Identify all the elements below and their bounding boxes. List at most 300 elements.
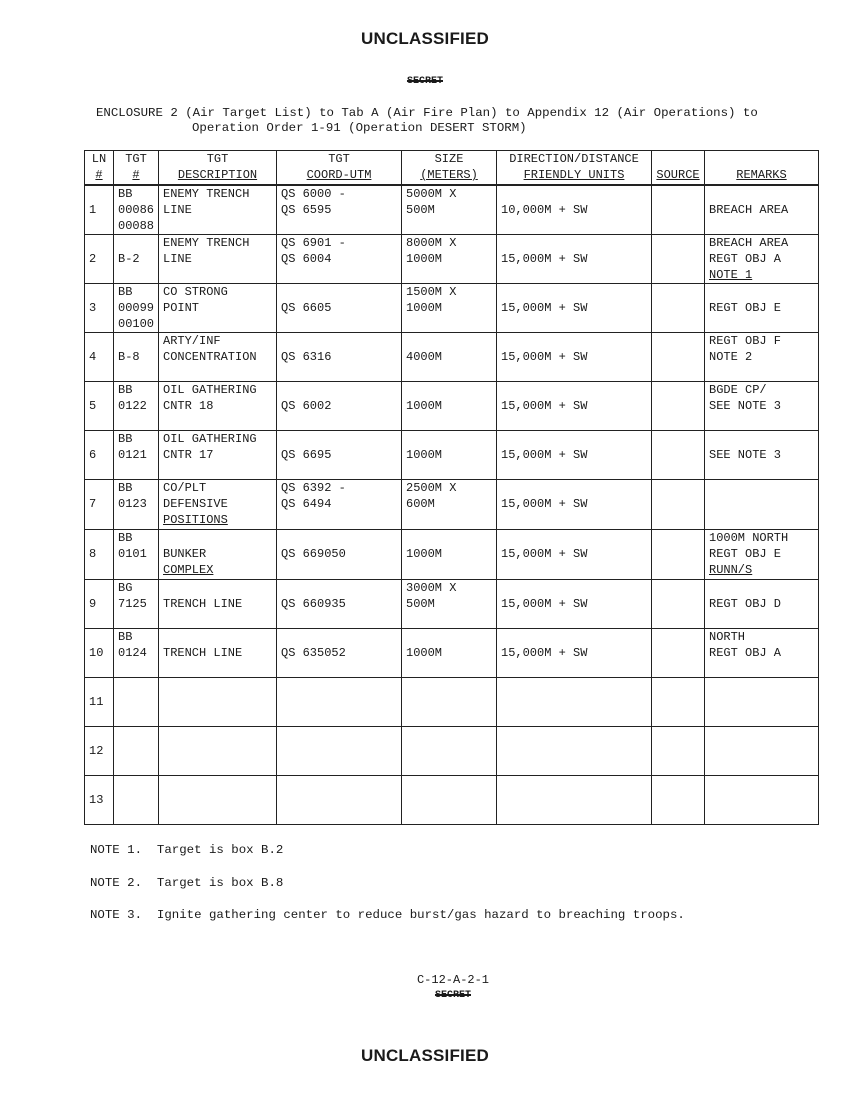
cell-line <box>501 661 651 677</box>
cell-description <box>159 529 277 579</box>
cell-remarks <box>705 479 819 529</box>
cell-line <box>501 629 651 645</box>
cell-size <box>402 726 497 775</box>
cell-remarks <box>705 430 819 479</box>
cell-line <box>406 727 496 743</box>
cell-line <box>163 743 276 759</box>
cell-line <box>501 530 651 546</box>
cell-line <box>163 727 276 743</box>
cell-line <box>163 463 276 479</box>
cell-line <box>501 267 651 283</box>
cell-size <box>402 430 497 479</box>
note-1: NOTE 1. Target is box B.2 <box>90 843 284 857</box>
cell-size <box>402 332 497 381</box>
cell-line <box>118 414 158 430</box>
cell-line: BREACH AREA <box>709 235 789 250</box>
cell-source <box>652 332 705 381</box>
cell-description <box>159 628 277 677</box>
cell-line <box>501 235 651 251</box>
cell-line <box>709 808 818 824</box>
cell-size <box>402 529 497 579</box>
cell-direction-distance <box>497 234 652 283</box>
cell-line <box>281 808 401 824</box>
cell-line <box>281 316 401 332</box>
cell-line: 1000M NORTH <box>709 530 789 545</box>
cell-line <box>709 694 818 710</box>
cell-description <box>159 775 277 824</box>
cell-ln <box>85 479 114 529</box>
cell-line: BB <box>118 480 133 495</box>
cell-line: 00086 <box>118 202 155 217</box>
cell-tgt-number <box>114 283 159 332</box>
cell-line: 3 <box>89 300 97 315</box>
cell-tgt-number <box>114 529 159 579</box>
cell-line: NORTH <box>709 629 746 644</box>
cell-ln <box>85 579 114 628</box>
cell-line <box>163 316 276 332</box>
cell-line <box>163 218 276 234</box>
table-row <box>85 775 819 824</box>
cell-line <box>656 398 704 414</box>
cell-line: 10,000M + SW <box>501 202 588 217</box>
cell-remarks <box>705 775 819 824</box>
cell-line: POINT <box>163 300 200 315</box>
cell-line: LINE <box>163 202 192 217</box>
cell-line <box>709 743 818 759</box>
cell-line <box>656 251 704 267</box>
cell-line: CO/PLT <box>163 480 207 495</box>
header-tgt-description: TGT DESCRIPTION <box>159 151 277 185</box>
cell-coord-utm <box>277 283 402 332</box>
cell-line <box>118 678 158 694</box>
cell-line <box>163 792 276 808</box>
cell-line <box>163 530 276 546</box>
cell-coord-utm <box>277 234 402 283</box>
struck-secret-marking-top: SECRET <box>406 76 443 87</box>
cell-remarks <box>705 579 819 628</box>
cell-direction-distance <box>497 283 652 332</box>
cell-line <box>501 414 651 430</box>
cell-line <box>281 710 401 726</box>
cell-line <box>281 463 401 479</box>
cell-line <box>709 218 818 234</box>
cell-remarks <box>705 628 819 677</box>
cell-line: OIL GATHERING <box>163 431 257 446</box>
cell-ln <box>85 234 114 283</box>
cell-line <box>501 365 651 381</box>
cell-line <box>163 694 276 710</box>
cell-source <box>652 579 705 628</box>
cell-line: 10 <box>89 645 104 660</box>
cell-line: 15,000M + SW <box>501 349 588 364</box>
cell-line: COMPLEX <box>163 562 214 577</box>
table-row <box>85 430 819 479</box>
cell-line <box>709 496 818 512</box>
cell-line: 12 <box>89 743 104 758</box>
cell-line: 6 <box>89 447 97 462</box>
cell-line <box>656 694 704 710</box>
cell-line: 2500M X <box>406 480 457 495</box>
table-row <box>85 332 819 381</box>
cell-line <box>406 431 496 447</box>
cell-line <box>163 710 276 726</box>
enclosure-title <box>96 106 836 136</box>
table-row <box>85 381 819 430</box>
cell-line <box>406 678 496 694</box>
cell-ln <box>85 381 114 430</box>
cell-line <box>501 743 651 759</box>
cell-size <box>402 775 497 824</box>
cell-line: ENEMY TRENCH <box>163 235 250 250</box>
cell-line <box>501 463 651 479</box>
cell-line: B-2 <box>118 251 140 266</box>
cell-line: REGT OBJ A <box>709 251 782 266</box>
cell-line: CO STRONG <box>163 284 228 299</box>
cell-line <box>118 710 158 726</box>
cell-coord-utm <box>277 479 402 529</box>
cell-line <box>501 710 651 726</box>
cell-line <box>163 629 276 645</box>
cell-line <box>406 267 496 283</box>
cell-description <box>159 430 277 479</box>
cell-line: RUNN/S <box>709 562 753 577</box>
cell-coord-utm <box>277 381 402 430</box>
header-source: SOURCE <box>652 151 705 185</box>
cell-description <box>159 185 277 235</box>
table-row <box>85 529 819 579</box>
cell-line: ENEMY TRENCH <box>163 186 250 201</box>
cell-line: 00099 <box>118 300 155 315</box>
cell-line: 15,000M + SW <box>501 251 588 266</box>
cell-direction-distance <box>497 332 652 381</box>
cell-line <box>118 235 158 251</box>
cell-source <box>652 234 705 283</box>
cell-line <box>163 414 276 430</box>
air-target-table <box>84 150 819 825</box>
cell-size <box>402 283 497 332</box>
cell-line: BB <box>118 186 133 201</box>
cell-line: BB <box>118 382 133 397</box>
enclosure-line-1: ENCLOSURE 2 (Air Target List) to Tab A (Air Fire Plan) to Appendix 12 (Air Operations) to <box>96 106 758 120</box>
cell-line: 5000M X <box>406 186 457 201</box>
cell-line: 4000M <box>406 349 443 364</box>
cell-tgt-number <box>114 234 159 283</box>
cell-line <box>118 562 158 578</box>
cell-line <box>281 792 401 808</box>
cell-line <box>281 365 401 381</box>
cell-line <box>406 414 496 430</box>
cell-size <box>402 628 497 677</box>
cell-remarks <box>705 283 819 332</box>
cell-line <box>656 447 704 463</box>
cell-line <box>163 776 276 792</box>
cell-line <box>406 382 496 398</box>
cell-size <box>402 185 497 235</box>
cell-line <box>406 562 496 578</box>
cell-line: 7 <box>89 496 97 511</box>
cell-direction-distance <box>497 726 652 775</box>
cell-line: ARTY/INF <box>163 333 221 348</box>
cell-ln <box>85 775 114 824</box>
cell-line: QS 6000 - <box>281 186 346 201</box>
cell-line <box>406 710 496 726</box>
cell-line <box>709 365 818 381</box>
cell-line <box>118 612 158 628</box>
cell-description <box>159 726 277 775</box>
cell-direction-distance <box>497 430 652 479</box>
cell-direction-distance <box>497 185 652 235</box>
cell-line <box>656 202 704 218</box>
cell-line: QS 6695 <box>281 447 332 462</box>
cell-line: POSITIONS <box>163 512 228 527</box>
cell-line: 7125 <box>118 596 147 611</box>
cell-size <box>402 479 497 529</box>
cell-line <box>501 792 651 808</box>
cell-coord-utm <box>277 332 402 381</box>
cell-line: B-8 <box>118 349 140 364</box>
cell-line: QS 6605 <box>281 300 332 315</box>
cell-line <box>709 710 818 726</box>
cell-line: CNTR 18 <box>163 398 214 413</box>
cell-coord-utm <box>277 529 402 579</box>
cell-line <box>501 512 651 528</box>
cell-size <box>402 677 497 726</box>
cell-line: SEE NOTE 3 <box>709 398 782 413</box>
cell-line: 0124 <box>118 645 147 660</box>
cell-line <box>118 776 158 792</box>
header-size: SIZE (METERS) <box>402 151 497 185</box>
cell-line: 9 <box>89 596 97 611</box>
cell-line <box>406 661 496 677</box>
cell-description <box>159 283 277 332</box>
cell-line <box>709 414 818 430</box>
cell-line <box>406 759 496 775</box>
cell-direction-distance <box>497 579 652 628</box>
cell-ln <box>85 677 114 726</box>
cell-tgt-number <box>114 381 159 430</box>
cell-line <box>501 580 651 596</box>
cell-line: QS 6392 - <box>281 480 346 495</box>
cell-line <box>281 629 401 645</box>
table-row <box>85 479 819 529</box>
cell-line: 5 <box>89 398 97 413</box>
cell-line: CONCENTRATION <box>163 349 257 364</box>
table-header-row <box>85 151 819 185</box>
cell-remarks <box>705 726 819 775</box>
cell-tgt-number <box>114 332 159 381</box>
cell-tgt-number <box>114 430 159 479</box>
cell-line: REGT OBJ E <box>709 546 782 561</box>
cell-line <box>656 645 704 661</box>
cell-line <box>163 580 276 596</box>
header-tgt-number: TGT # <box>114 151 159 185</box>
cell-line <box>281 562 401 578</box>
cell-line: 500M <box>406 202 435 217</box>
cell-line: 2 <box>89 251 97 266</box>
cell-ln <box>85 332 114 381</box>
header-direction-distance: DIRECTION/DISTANCE FRIENDLY UNITS <box>497 151 652 185</box>
cell-line: 1000M <box>406 447 443 462</box>
cell-line: 500M <box>406 596 435 611</box>
cell-line: NOTE 2 <box>709 349 753 364</box>
cell-ln <box>85 628 114 677</box>
cell-line: 15,000M + SW <box>501 300 588 315</box>
cell-source <box>652 726 705 775</box>
cell-description <box>159 234 277 283</box>
cell-tgt-number <box>114 726 159 775</box>
cell-line <box>709 776 818 792</box>
struck-secret-marking-bottom: SECRET <box>434 990 471 1001</box>
cell-line: CNTR 17 <box>163 447 214 462</box>
cell-line <box>281 414 401 430</box>
cell-line <box>406 776 496 792</box>
cell-line: REGT OBJ F <box>709 333 782 348</box>
cell-direction-distance <box>497 775 652 824</box>
cell-line <box>118 743 158 759</box>
cell-line <box>501 727 651 743</box>
cell-line <box>406 333 496 349</box>
table-row <box>85 628 819 677</box>
cell-size <box>402 381 497 430</box>
cell-line <box>281 530 401 546</box>
cell-line: LINE <box>163 251 192 266</box>
cell-description <box>159 479 277 529</box>
table-row <box>85 185 819 235</box>
cell-direction-distance <box>497 479 652 529</box>
cell-ln <box>85 283 114 332</box>
cell-line: QS 6901 - <box>281 235 346 250</box>
cell-line: QS 6004 <box>281 251 332 266</box>
cell-line: TRENCH LINE <box>163 645 243 660</box>
cell-source <box>652 283 705 332</box>
cell-line <box>406 365 496 381</box>
cell-line: 1000M <box>406 645 443 660</box>
cell-line <box>281 431 401 447</box>
classification-footer: UNCLASSIFIED <box>360 1046 490 1065</box>
cell-line <box>656 496 704 512</box>
cell-line <box>406 218 496 234</box>
cell-source <box>652 381 705 430</box>
cell-line: SEE NOTE 3 <box>709 447 782 462</box>
cell-line <box>501 480 651 496</box>
page-number: C-12-A-2-1 <box>416 973 489 987</box>
cell-source <box>652 479 705 529</box>
cell-tgt-number <box>114 677 159 726</box>
cell-line: QS 635052 <box>281 645 346 660</box>
cell-line <box>163 678 276 694</box>
cell-direction-distance <box>497 529 652 579</box>
cell-ln <box>85 185 114 235</box>
cell-line <box>501 612 651 628</box>
cell-line: QS 669050 <box>281 546 346 561</box>
cell-line <box>281 743 401 759</box>
cell-line <box>281 661 401 677</box>
cell-line <box>656 546 704 562</box>
table-row <box>85 579 819 628</box>
cell-line <box>118 808 158 824</box>
cell-coord-utm <box>277 775 402 824</box>
cell-line <box>501 759 651 775</box>
cell-line <box>163 661 276 677</box>
cell-line <box>501 333 651 349</box>
cell-line: 15,000M + SW <box>501 447 588 462</box>
cell-line: 15,000M + SW <box>501 546 588 561</box>
cell-line <box>709 678 818 694</box>
cell-line <box>118 267 158 283</box>
cell-line <box>118 727 158 743</box>
header-remarks: REMARKS <box>705 151 819 185</box>
cell-line <box>501 694 651 710</box>
cell-line <box>163 759 276 775</box>
cell-remarks <box>705 529 819 579</box>
cell-line <box>118 463 158 479</box>
cell-line: 11 <box>89 694 104 709</box>
cell-line: REGT OBJ E <box>709 300 782 315</box>
cell-line <box>118 512 158 528</box>
cell-line: TRENCH LINE <box>163 596 243 611</box>
cell-coord-utm <box>277 430 402 479</box>
cell-line: DEFENSIVE <box>163 496 228 511</box>
cell-line: 8000M X <box>406 235 457 250</box>
cell-line <box>118 759 158 775</box>
cell-line <box>501 431 651 447</box>
cell-line: BREACH AREA <box>709 202 789 217</box>
cell-line <box>406 808 496 824</box>
cell-line: 00100 <box>118 316 155 331</box>
cell-line <box>656 596 704 612</box>
cell-line <box>709 727 818 743</box>
cell-line <box>501 218 651 234</box>
cell-line <box>163 267 276 283</box>
cell-line <box>281 727 401 743</box>
cell-line <box>709 512 818 528</box>
cell-source <box>652 529 705 579</box>
cell-source <box>652 430 705 479</box>
cell-coord-utm <box>277 677 402 726</box>
cell-line: REGT OBJ A <box>709 645 782 660</box>
cell-line: BG <box>118 580 133 595</box>
cell-coord-utm <box>277 726 402 775</box>
cell-line <box>281 612 401 628</box>
cell-line: QS 6316 <box>281 349 332 364</box>
cell-line <box>406 463 496 479</box>
cell-line: 1 <box>89 202 97 217</box>
cell-source <box>652 775 705 824</box>
cell-coord-utm <box>277 628 402 677</box>
cell-line: 1000M <box>406 398 443 413</box>
cell-line <box>281 776 401 792</box>
enclosure-line-2: Operation Order 1-91 (Operation DESERT STORM) <box>192 121 527 135</box>
cell-line <box>118 333 158 349</box>
cell-ln <box>85 726 114 775</box>
cell-line <box>281 218 401 234</box>
cell-line <box>656 300 704 316</box>
cell-line: BB <box>118 629 133 644</box>
cell-line: BB <box>118 284 133 299</box>
cell-line: 0101 <box>118 546 147 561</box>
cell-line: 0123 <box>118 496 147 511</box>
cell-remarks <box>705 332 819 381</box>
cell-line <box>118 661 158 677</box>
cell-line: 8 <box>89 546 97 561</box>
cell-line <box>501 678 651 694</box>
cell-line: BGDE CP/ <box>709 382 767 397</box>
cell-source <box>652 677 705 726</box>
cell-line <box>709 661 818 677</box>
cell-line <box>709 186 818 202</box>
cell-line <box>281 580 401 596</box>
cell-line: QS 6494 <box>281 496 332 511</box>
